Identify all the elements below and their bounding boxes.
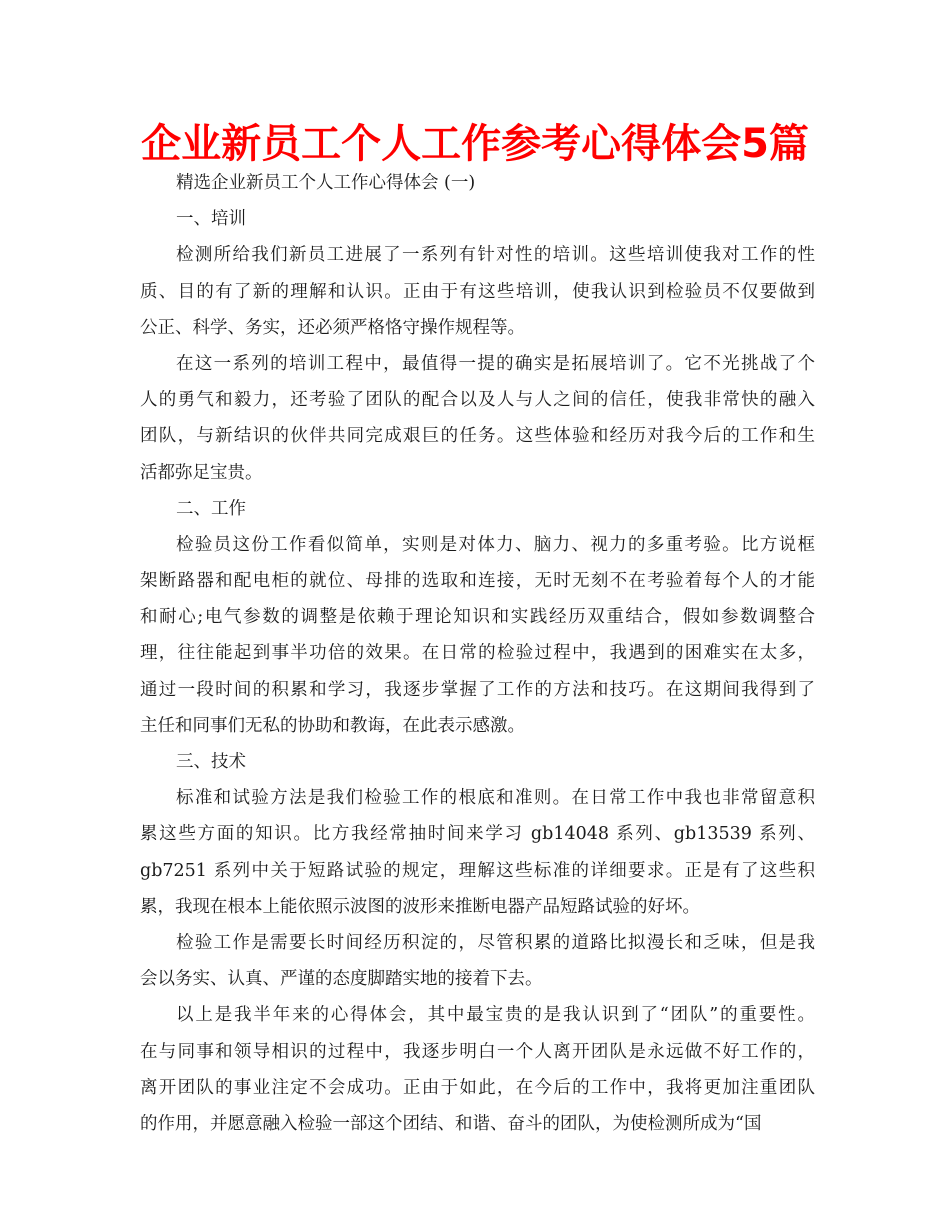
text-line: 三、技术 [176, 752, 246, 772]
text-line: 累这些方面的知识。比方我经常抽时间来学习 gb14048 系列、gb13539 系列、 [140, 824, 815, 845]
text-line: 检验工作是需要长时间经历积淀的，尽管积累的道路比拟漫长和乏味，但是我 [176, 932, 815, 953]
document-title: 企业新员工个人工作参考心得体会5篇 [141, 121, 809, 167]
text-line: 精选企业新员工个人工作心得体会 (一) [176, 173, 476, 193]
text-line: 质、目的有了新的理解和认识。正由于有这些培训，使我认识到检验员不仅要做到 [140, 281, 815, 302]
text-line: 公正、科学、务实，还必须严格恪守操作规程等。 [140, 317, 525, 338]
text-line: 通过一段时间的积累和学习，我逐步掌握了工作的方法和技巧。在这期间我得到了 [140, 679, 815, 700]
text-line: gb7251 系列中关于短路试验的规定，理解这些标准的详细要求。正是有了这些积 [140, 860, 815, 881]
text-line: 在与同事和领导相识的过程中，我逐步明白一个人离开团队是永远做不好工作的， [140, 1041, 815, 1062]
text-line: 累，我现在根本上能依照示波图的波形来推断电器产品短路试验的好坏。 [140, 896, 700, 917]
text-line: 会以务实、认真、严谨的态度脚踏实地的接着下去。 [140, 969, 543, 990]
text-line: 理，往往能起到事半功倍的效果。在日常的检验过程中，我遇到的困难实在太多， [140, 643, 815, 664]
text-line: 的作用，并愿意融入检验一部这个团结、和谐、奋斗的团队，为使检测所成为“国 [140, 1113, 762, 1134]
text-line: 一、培训 [176, 209, 246, 230]
text-line: 人的勇气和毅力，还考验了团队的配合以及人与人之间的信任，使我非常快的融入 [140, 390, 815, 411]
text-line: 离开团队的事业注定不会成功。正由于如此，在今后的工作中，我将更加注重团队 [140, 1077, 815, 1098]
text-line: 检测所给我们新员工进展了一系列有针对性的培训。这些培训使我对工作的性 [176, 245, 815, 266]
text-line: 检验员这份工作看似简单，实则是对体力、脑力、视力的多重考验。比方说框 [176, 534, 815, 555]
text-line: 以上是我半年来的心得体会，其中最宝贵的是我认识到了“团队”的重要性。 [176, 1005, 815, 1026]
text-line: 在这一系列的培训工程中，最值得一提的确实是拓展培训了。它不光挑战了个 [176, 353, 815, 374]
text-line: 架断路器和配电柜的就位、母排的选取和连接，无时无刻不在考验着每个人的才能 [140, 571, 815, 592]
document-body [140, 165, 815, 1142]
text-line: 主任和同事们无私的协助和教诲，在此表示感激。 [140, 715, 525, 736]
text-line: 活都弥足宝贵。 [140, 462, 263, 483]
text-line: 和耐心;电气参数的调整是依赖于理论知识和实践经历双重结合，假如参数调整合 [140, 607, 815, 628]
text-line: 二、工作 [176, 498, 246, 519]
text-line: 标准和试验方法是我们检验工作的根底和准则。在日常工作中我也非常留意积 [176, 788, 815, 809]
text-line: 团队，与新结识的伙伴共同完成艰巨的任务。这些体验和经历对我今后的工作和生 [140, 426, 815, 447]
